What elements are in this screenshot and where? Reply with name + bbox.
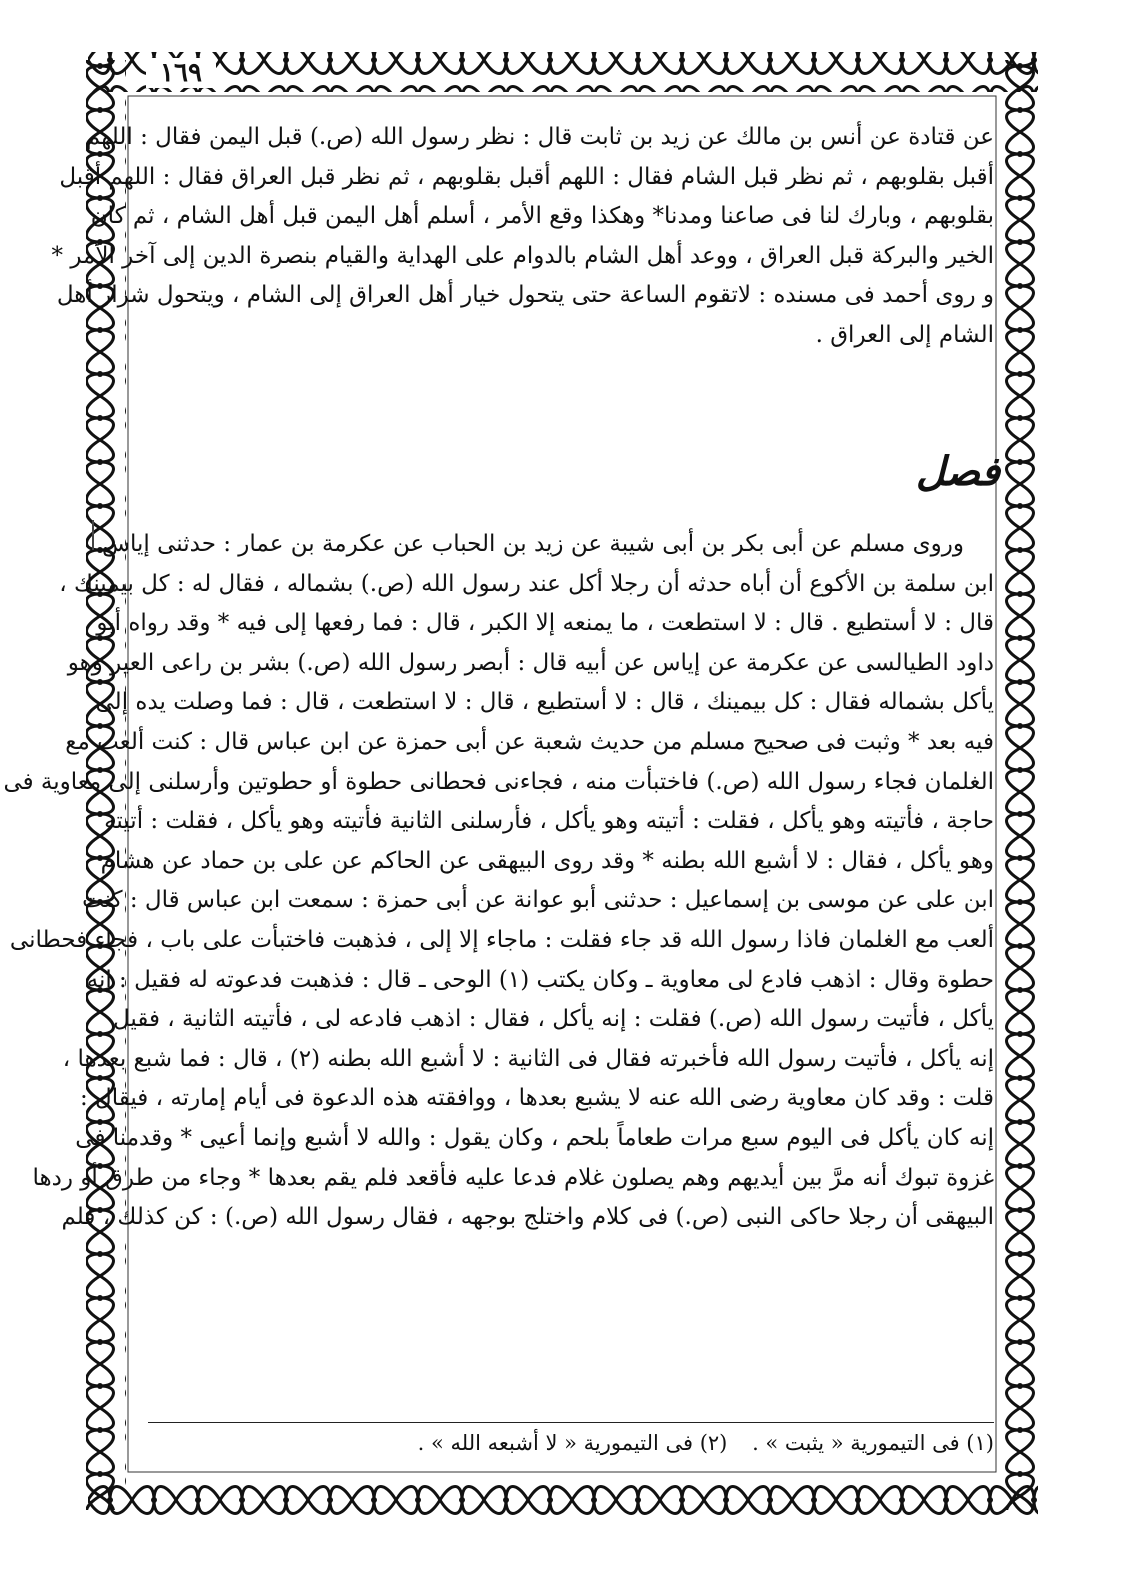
text-line: غزوة تبوك أنه مرَّ بين أيديهم وهم يصلون غلام فدعا عليه فأقعد فلم يقم بعدها * وجاء من طرق أو ردها xyxy=(32,1164,994,1191)
page-number: ١٦٩ xyxy=(146,58,216,88)
text-line: قال : لا أستطيع . قال : لا استطعت ، ما يمنعه إلا الكبر ، قال : فما رفعها إلى فيه * وقد رواه أبو xyxy=(96,610,994,637)
text-line: حاجة ، فأتيته وهو يأكل ، فقلت : أتيته وهو يأكل ، فأرسلنى الثانية فأتيته وهو يأكل ، فقلت : أتيته xyxy=(104,808,994,835)
paragraph-1 xyxy=(51,118,994,356)
text-line: أقبل بقلوبهم ، ثم نظر قبل الشام فقال : اللهم أقبل بقلوبهم ، ثم نظر قبل العراق فقال : اللهم أقبل xyxy=(59,163,994,190)
section-heading: فصل xyxy=(915,448,1000,495)
text-line: ألعب مع الغلمان فاذا رسول الله قد جاء فقلت : ماجاء إلا إلى ، فذهبت فاختبأت على باب ، فجاء فحطانى xyxy=(9,926,994,953)
text-line: قلت : وقد كان معاوية رضى الله عنه لا يشبع بعدها ، ووافقته هذه الدعوة فى أيام إمارته ، فيقال : xyxy=(79,1085,994,1112)
footnote-1: (١) فى التيمورية « يثبت » . xyxy=(752,1431,994,1455)
margin-mark xyxy=(92,520,94,550)
text-line: الشام إلى العراق . xyxy=(815,321,994,348)
text-line: يأكل بشماله فقال : كل بيمينك ، قال : لا أستطيع ، قال : لا استطعت ، قال : فما وصلت يده إلى xyxy=(95,689,994,716)
text-line: يأكل ، فأتيت رسول الله (ص.) فقلت : إنه يأكل ، فقال : اذهب فادعه لى ، فأتيته الثانية ، فقيل xyxy=(112,1006,994,1033)
text-line: حطوة وقال : اذهب فادع لى معاوية ـ وكان يكتب (١) الوحى ـ قال : فذهبت فدعوته له فقيل : إنه xyxy=(86,966,994,993)
text-line: و روى أحمد فى مسنده : لاتقوم الساعة حتى يتحول خيار أهل العراق إلى الشام ، ويتحول شرار أهل xyxy=(56,282,994,309)
text-line: داود الطيالسى عن عكرمة عن إياس عن أبيه قال : أبصر رسول الله (ص.) بشر بن راعى العير وهو xyxy=(67,649,994,676)
text-line: وهو يأكل ، فقال : لا أشبع الله بطنه * وقد روى البيهقى عن الحاكم عن على بن حماد عن هشام xyxy=(100,847,994,874)
text-line: الغلمان فجاء رسول الله (ص.) فاختبأت منه ، فجاءنى فحطانى حطوة أو حطوتين وأرسلنى إلى معاوية فى xyxy=(3,768,994,795)
footnotes xyxy=(148,1422,994,1455)
text-line: وروى مسلم عن أبى بكر بن أبى شيبة عن زيد بن الحباب عن عكرمة بن عمار : حدثنى إياس xyxy=(101,531,964,557)
paragraph-2 xyxy=(3,525,994,1238)
text-line: إنه كان يأكل فى اليوم سبع مرات طعاماً بلحم ، وكان يقول : والله لا أشبع وإنما أعيى * وقدمنا فى xyxy=(75,1124,994,1151)
text-line: بقلوبهم ، وبارك لنا فى صاعنا ومدنا* وهكذا وقع الأمر ، أسلم أهل اليمن قبل أهل الشام ، ثم كان xyxy=(90,203,994,230)
footnote-2: (٢) فى التيمورية « لا أشبعه الله » . xyxy=(417,1431,728,1455)
text-line: عن قتادة عن أنس بن مالك عن زيد بن ثابت قال : نظر رسول الله (ص.) قبل اليمن فقال : اللهم xyxy=(85,124,994,150)
text-line: البيهقى أن رجلا حاكى النبى (ص.) فى كلام واختلج بوجهه ، فقال رسول الله (ص.) : كن كذلك ، فلم xyxy=(61,1204,994,1231)
text-line: فيه بعد * وثبت فى صحيح مسلم من حديث شعبة عن أبى حمزة عن ابن عباس قال : كنت ألعب مع xyxy=(65,728,994,755)
text-line: ابن سلمة بن الأكوع أن أباه حدثه أن رجلا أكل عند رسول الله (ص.) بشماله ، فقال له : كل بيمينك ، xyxy=(59,570,994,597)
text-line: ابن على عن موسى بن إسماعيل : حدثنى أبو عوانة عن أبى حمزة : سمعت ابن عباس قال : كنت xyxy=(82,887,994,914)
text-line: إنه يأكل ، فأتيت رسول الله فأخبرته فقال فى الثانية : لا أشبع الله بطنه (٢) ، قال : فما شبع بعدها ، xyxy=(62,1045,994,1072)
text-line: الخير والبركة قبل العراق ، ووعد أهل الشام بالدوام على الهداية والقيام بنصرة الدين إلى آخر الأمر * xyxy=(51,242,994,269)
